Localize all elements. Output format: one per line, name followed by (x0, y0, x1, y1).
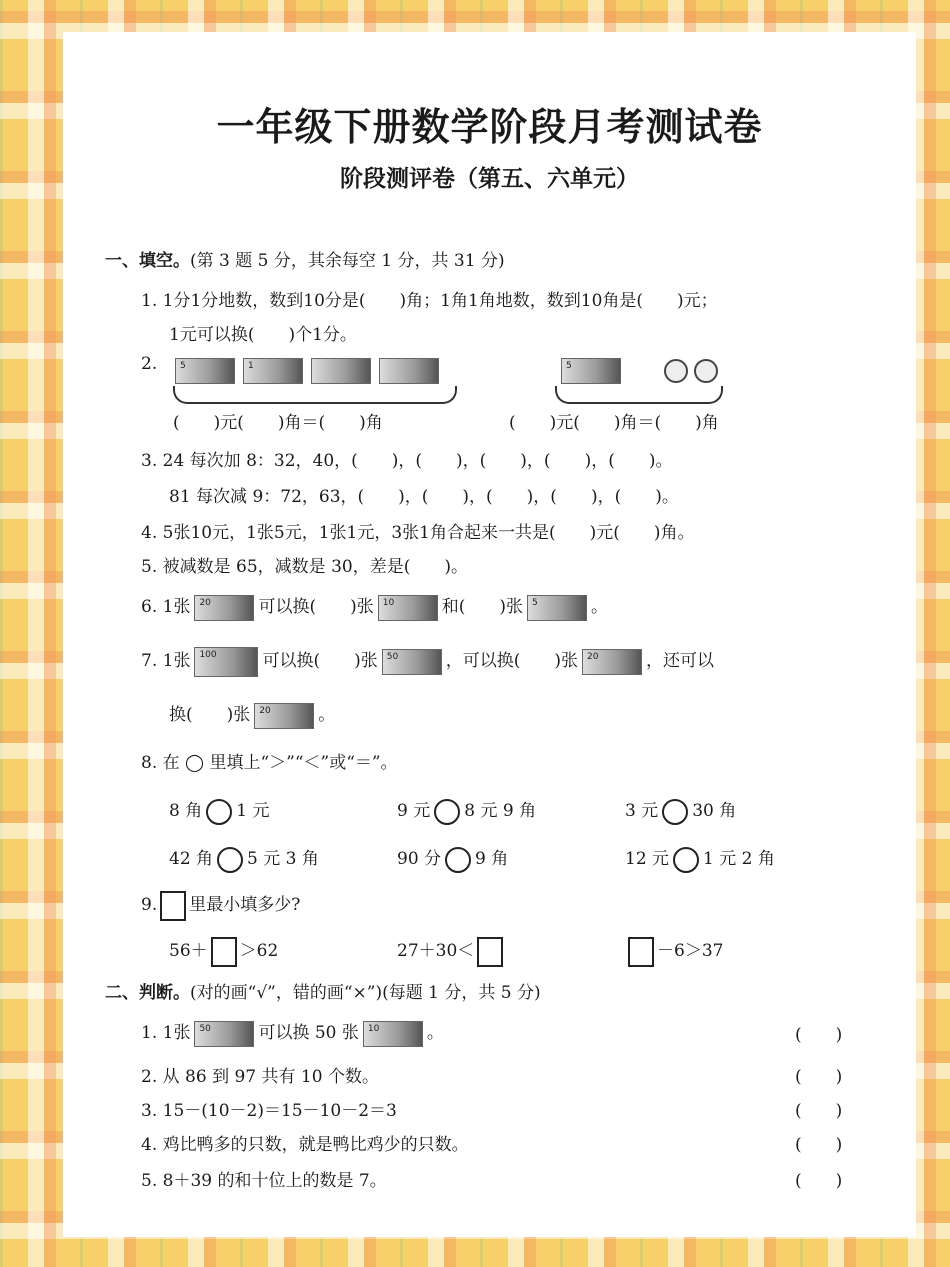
bill-1-jiao-icon (311, 358, 371, 384)
coin-5-jiao-icon (694, 359, 718, 383)
compare-circle[interactable] (434, 799, 460, 825)
tf-answer-3[interactable]: ( ) (795, 1101, 843, 1121)
tf-answer-2[interactable]: ( ) (795, 1067, 843, 1087)
tf-item-1: 1. 1张 50 可以换 50 张 10 。 (141, 1018, 444, 1047)
section2-heading: 二、判断。(对的画“√”，错的画“×”)(每题 1 分，共 5 分) (105, 983, 541, 1003)
answer-box[interactable] (477, 937, 503, 967)
bill-10-yuan-icon-b: 10 (363, 1021, 423, 1047)
tf-item-3: 3. 15－(10－2)＝15－10－2＝3 (141, 1101, 397, 1121)
page-subtitle: 阶段测评卷（第五、六单元） (340, 165, 639, 192)
answer-box[interactable] (628, 937, 654, 967)
bill-5-yuan-icon: 5 (175, 358, 235, 384)
question-8: 8. 在 ◯ 里填上“＞”“＜”或“＝”。 (141, 753, 398, 773)
bill-1-yuan-icon: 1 (243, 358, 303, 384)
q8-item-4: 42 角 5 元 3 角 (169, 844, 319, 873)
tf-item-5: 5. 8＋39 的和十位上的数是 7。 (141, 1171, 387, 1191)
q2-right-answer: ( )元( )角＝( )角 (509, 413, 719, 433)
compare-circle[interactable] (206, 799, 232, 825)
question-1b: 1元可以换( )个1分。 (169, 325, 357, 345)
answer-box[interactable] (160, 891, 186, 921)
tf-answer-4[interactable]: ( ) (795, 1135, 843, 1155)
q2-left-money (171, 358, 443, 384)
coin-1-jiao-icon (664, 359, 688, 383)
tf-item-2: 2. 从 86 到 97 共有 10 个数。 (141, 1067, 379, 1087)
answer-box[interactable] (211, 937, 237, 967)
question-2-number: 2. (141, 354, 158, 374)
bill-5-yuan-icon-c: 5 (527, 595, 587, 621)
question-6: 6. 1张 20 可以换( )张 10 和( )张 5 。 (141, 592, 608, 621)
tf-answer-5[interactable]: ( ) (795, 1171, 843, 1191)
bill-5-yuan-icon-b: 5 (561, 358, 621, 384)
tf-answer-1[interactable]: ( ) (795, 1025, 843, 1045)
bill-20-yuan-icon-b: 20 (582, 649, 642, 675)
tf-item-4: 4. 鸡比鸭多的只数，就是鸭比鸡少的只数。 (141, 1135, 469, 1155)
question-4: 4. 5张10元，1张5元，1张1元，3张1角合起来一共是( )元( )角。 (141, 523, 695, 543)
question-7-line1: 7. 1张 100 可以换( )张 50 ，可以换( )张 20 ，还可以 (141, 646, 714, 677)
question-3b: 81 每次减 9：72，63，( )，( )，( )，( )，( )。 (169, 487, 679, 507)
q9-item-1: 56＋ ＞62 (169, 936, 278, 967)
page-title: 一年级下册数学阶段月考测试卷 (216, 105, 763, 149)
compare-circle[interactable] (217, 847, 243, 873)
bill-50-yuan-icon-b: 50 (194, 1021, 254, 1047)
exam-paper (63, 32, 916, 1237)
q8-item-3: 3 元 30 角 (625, 796, 736, 825)
brace-left (173, 386, 457, 404)
bill-10-yuan-icon: 10 (378, 595, 438, 621)
q9-item-3: －6＞37 (625, 936, 723, 967)
brace-right (555, 386, 723, 404)
section1-heading: 一、填空。(第 3 题 5 分，其余每空 1 分，共 31 分) (105, 251, 505, 271)
compare-circle[interactable] (673, 847, 699, 873)
question-1a: 1. 1分1分地数，数到10分是( )角；1角1角地数，数到10角是( )元； (141, 291, 718, 311)
bill-1-jiao-icon-2 (379, 358, 439, 384)
question-9: 9. 里最小填多少? (141, 890, 300, 921)
bill-50-yuan-icon: 50 (382, 649, 442, 675)
q8-item-5: 90 分 9 角 (397, 844, 508, 873)
bill-100-yuan-icon: 100 (194, 647, 258, 677)
q9-item-2: 27＋30＜ (397, 936, 506, 967)
bill-20-yuan-icon-c: 20 (254, 703, 314, 729)
bill-20-yuan-icon: 20 (194, 595, 254, 621)
compare-circle[interactable] (445, 847, 471, 873)
q2-left-answer: ( )元( )角＝( )角 (173, 413, 383, 433)
q2-right-money (557, 358, 721, 384)
question-7-line2: 换( )张 20 。 (169, 700, 335, 729)
compare-circle[interactable] (662, 799, 688, 825)
q8-item-6: 12 元 1 元 2 角 (625, 844, 775, 873)
q8-item-1: 8 角 1 元 (169, 796, 269, 825)
q8-item-2: 9 元 8 元 9 角 (397, 796, 536, 825)
question-5: 5. 被减数是 65，减数是 30，差是( )。 (141, 557, 468, 577)
question-3a: 3. 24 每次加 8：32，40，( )，( )，( )，( )，( )。 (141, 451, 673, 471)
